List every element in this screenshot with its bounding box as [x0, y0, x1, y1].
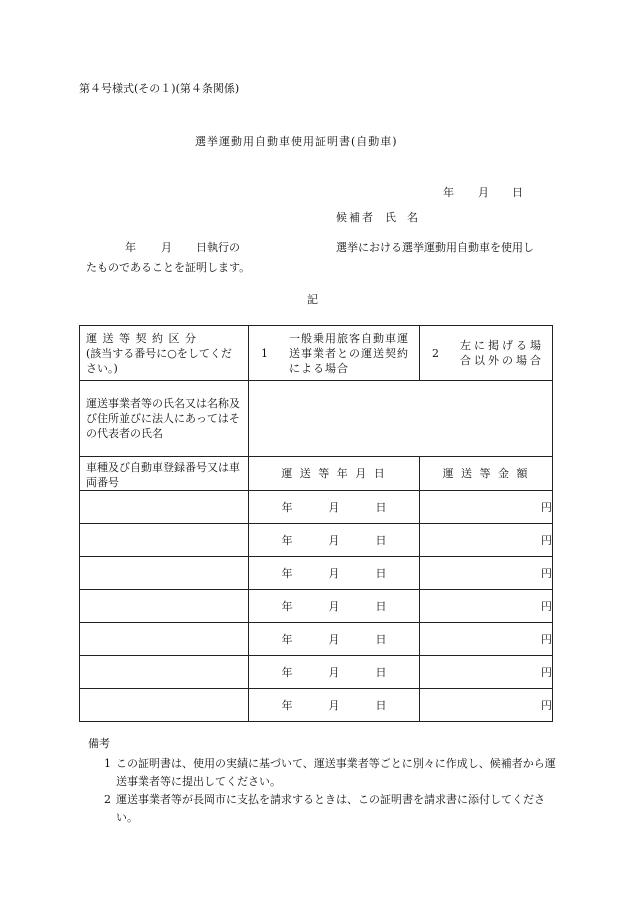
date-year: 年 [443, 186, 454, 199]
contract-type-label: 運 送 等 契 約 区 分 [86, 331, 197, 345]
option2-text: 左に掲げる場合以外の場合 [460, 339, 544, 367]
date-day: 日 [375, 665, 387, 679]
remark-number: 2 [104, 793, 111, 806]
yen-unit: 円 [541, 566, 552, 580]
body-text-line2: たものであることを証明します。 [86, 261, 251, 274]
yen-unit: 円 [541, 599, 552, 613]
option1-text: 一般乗用旅客自動車運送事業者との運送契約による場合 [289, 331, 409, 375]
table-row [80, 491, 553, 524]
operator-input-cell[interactable] [249, 381, 553, 457]
date-month: 月 [328, 632, 340, 646]
yen-unit: 円 [541, 665, 552, 679]
vehicle-input-cell[interactable] [80, 590, 249, 623]
date-input-cell[interactable] [249, 557, 420, 590]
vehicle-label-cell [80, 457, 249, 491]
body-year: 年 [125, 241, 136, 254]
vehicle-input-cell[interactable] [80, 557, 249, 590]
date-year: 年 [281, 632, 293, 646]
date-input-cell[interactable] [249, 524, 420, 557]
candidate-label: 候補者 [336, 211, 375, 224]
yen-unit: 円 [541, 698, 552, 712]
date-month: 月 [328, 500, 340, 514]
date-input-cell[interactable] [249, 656, 420, 689]
yen-unit: 円 [541, 632, 552, 646]
remark-item [88, 791, 558, 827]
date-header-cell [249, 457, 420, 491]
date-year: 年 [281, 665, 293, 679]
date-year: 年 [281, 566, 293, 580]
operator-row [80, 381, 553, 457]
vehicle-input-cell[interactable] [80, 623, 249, 656]
date-month: 月 [328, 533, 340, 547]
table-row [80, 590, 553, 623]
vehicle-label: 車種及び自動車登録番号又は車両番号 [86, 461, 240, 489]
vehicle-input-cell[interactable] [80, 689, 249, 722]
remark-number: 1 [104, 757, 111, 770]
date-input-cell[interactable] [249, 623, 420, 656]
date-input-cell[interactable] [249, 689, 420, 722]
contract-type-note: (該当する番号に○をしてください。) [86, 346, 232, 375]
operator-label-cell [80, 381, 249, 457]
candidate-name-label: 氏 名 [385, 211, 418, 224]
date-input-cell[interactable] [249, 491, 420, 524]
remarks [88, 735, 558, 827]
date-day: 日 [375, 500, 387, 514]
yen-unit: 円 [541, 533, 552, 547]
usage-table [79, 325, 553, 722]
amount-header-cell [420, 457, 553, 491]
date-month: 月 [328, 698, 340, 712]
operator-label: 運送事業者等の氏名又は名称及び住所並びに法人にあってはその代表者の氏名 [86, 397, 240, 440]
table-row [80, 623, 553, 656]
amount-input-cell[interactable] [420, 623, 553, 656]
form-number: 第４号様式(その１)(第４条関係) [79, 82, 240, 95]
table-row [80, 524, 553, 557]
vehicle-header-row [80, 457, 553, 491]
table-row [80, 656, 553, 689]
amount-input-cell[interactable] [420, 656, 553, 689]
date-year: 年 [281, 533, 293, 547]
body-day-exec: 日執行の [196, 241, 240, 254]
amount-input-cell[interactable] [420, 689, 553, 722]
vehicle-input-cell[interactable] [80, 656, 249, 689]
option2-number: 2 [432, 346, 439, 360]
date-day: 日 [512, 186, 523, 199]
date-input-cell[interactable] [249, 590, 420, 623]
yen-unit: 円 [541, 500, 552, 514]
amount-input-cell[interactable] [420, 557, 553, 590]
remark-item [88, 755, 558, 791]
date-day: 日 [375, 533, 387, 547]
contract-type-row [80, 326, 553, 381]
amount-header: 運 送 等 金 額 [442, 467, 530, 480]
body-text-right: 選挙における選挙運動用自動車を使用し [336, 241, 534, 254]
date-header: 運 送 等 年 月 日 [281, 467, 387, 480]
date-day: 日 [375, 599, 387, 613]
amount-input-cell[interactable] [420, 524, 553, 557]
date-month: 月 [328, 599, 340, 613]
date-month: 月 [478, 186, 489, 199]
date-month: 月 [328, 566, 340, 580]
option1-number: 1 [261, 346, 268, 360]
date-year: 年 [281, 698, 293, 712]
amount-input-cell[interactable] [420, 590, 553, 623]
date-year: 年 [281, 599, 293, 613]
vehicle-input-cell[interactable] [80, 491, 249, 524]
contract-type-cell [80, 326, 249, 381]
page-title: 選挙運動用自動車使用証明書(自動車) [195, 135, 398, 148]
remark-text: この証明書は、使用の実績に基づいて、運送事業者等ごとに別々に作成し、候補者から運送事業者等に提出してください。 [116, 757, 556, 788]
amount-input-cell[interactable] [420, 491, 553, 524]
remark-text: 運送事業者等が長岡市に支払を請求するときは、この証明書を請求書に添付してください。 [116, 793, 545, 824]
date-month: 月 [328, 665, 340, 679]
option1-cell[interactable] [249, 326, 420, 381]
remarks-title: 備考 [88, 737, 110, 750]
date-day: 日 [375, 566, 387, 580]
body-month: 月 [161, 241, 172, 254]
table-row [80, 557, 553, 590]
ki-heading: 記 [307, 293, 318, 306]
option2-cell[interactable] [420, 326, 553, 381]
table-row [80, 689, 553, 722]
date-day: 日 [375, 698, 387, 712]
vehicle-input-cell[interactable] [80, 524, 249, 557]
date-day: 日 [375, 632, 387, 646]
date-year: 年 [281, 500, 293, 514]
